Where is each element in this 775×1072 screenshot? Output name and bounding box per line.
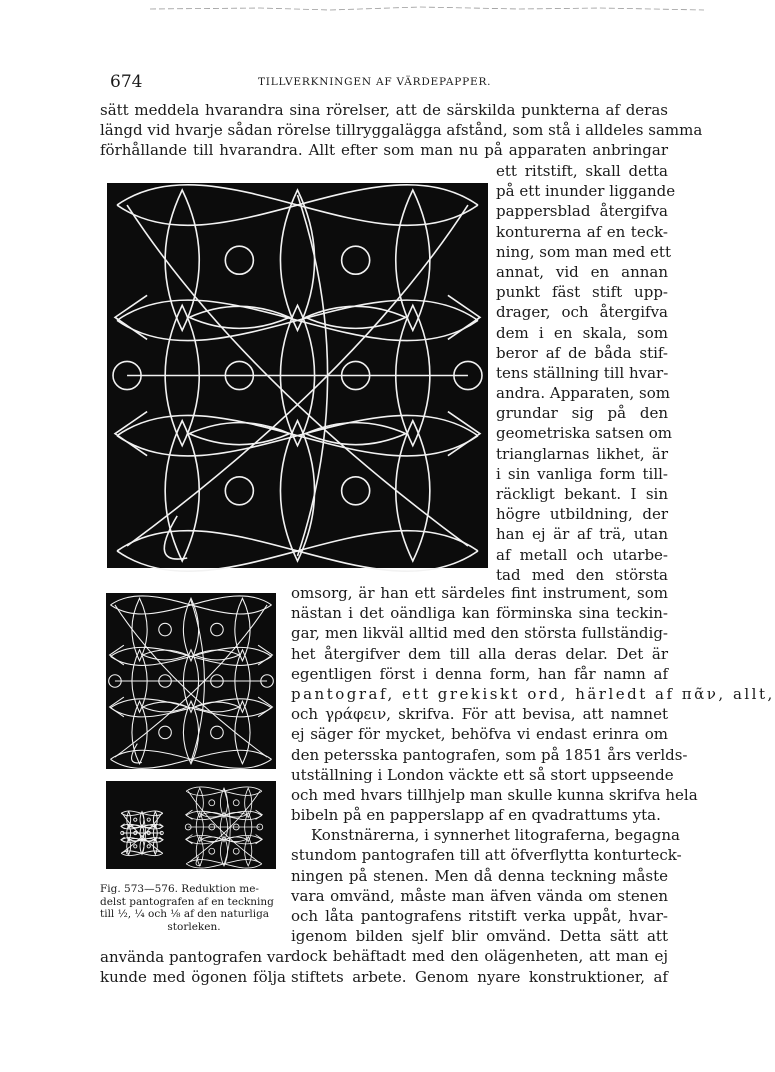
text-line: gar, men likväl alltid med den största fullständig- xyxy=(291,624,668,643)
text-line: och med hvars tillhjelp man skulle kunna skrifva hela xyxy=(291,785,698,804)
junction-circle xyxy=(159,623,172,636)
text-line: igenom bilden sjelf blir omvänd. Detta sätt att xyxy=(291,927,668,946)
text-line: drager, och återgifva xyxy=(496,303,668,322)
text-line: pantograf, ett grekiskt ord, härledt af πᾶν, allt, xyxy=(291,684,775,703)
text-line: af metall och utarbe- xyxy=(496,545,668,564)
text-line: ningen på stenen. Men då denna teckning måste xyxy=(291,866,668,885)
text-line: på ett inunder liggande xyxy=(496,182,676,201)
text-line: bibeln på en papperslapp af en qvadrattums yta. xyxy=(291,806,661,825)
text-line: vara omvänd, måste man äfven vända om stenen xyxy=(291,886,668,905)
lens-shape xyxy=(132,598,147,661)
text-line: sätt meddela hvarandra sina rörelser, att de särskilda punkterna af deras xyxy=(100,101,668,119)
text-line: annat, vid en annan xyxy=(496,262,668,281)
interlace-arc xyxy=(117,531,478,572)
right-column-lower xyxy=(291,583,775,987)
lens-shape xyxy=(132,701,147,764)
text-line: egentligen först i denna form, han får namn af xyxy=(291,664,668,683)
text-line: Konstnärerna, i synnerhet litograferna, begagna xyxy=(311,826,680,845)
text-line: den petersska pantografen, som på 1851 års verlds- xyxy=(291,745,688,764)
lens-shape xyxy=(143,650,188,660)
junction-circle xyxy=(225,477,253,505)
left-column-bottom xyxy=(100,947,292,987)
text-line: räckligt bekant. I sin xyxy=(496,485,668,503)
pattern-drawing-tiny xyxy=(120,811,164,855)
right-column-upper xyxy=(496,161,676,585)
text-line: trianglarnas likhet, är xyxy=(496,444,668,463)
junction-circle xyxy=(211,623,224,636)
pattern-drawing xyxy=(106,593,276,769)
junction-circle xyxy=(209,800,215,806)
full-width-text xyxy=(100,100,703,161)
caption-line: delst pantografen af en teckning xyxy=(100,895,274,908)
junction-circle xyxy=(134,818,137,821)
text-line: ning, som man med ett xyxy=(496,242,671,261)
lens-shape xyxy=(306,306,406,328)
lens-shape xyxy=(396,421,430,561)
pattern-drawing xyxy=(107,183,488,568)
text-line: i sin vanliga form till- xyxy=(496,464,668,483)
junction-circle xyxy=(147,818,150,821)
junction-circle xyxy=(209,848,215,854)
lens-shape xyxy=(235,598,250,661)
junction-circle xyxy=(342,477,370,505)
caption-line: Fig. 573—576. Reduktion me- xyxy=(100,883,259,895)
junction-circle xyxy=(147,845,150,848)
interlace-arc xyxy=(110,750,271,768)
junction-circle xyxy=(211,726,224,739)
lens-shape xyxy=(396,190,430,330)
running-title: TILLVERKNINGEN AF VÄRDEPAPPER. xyxy=(258,76,492,88)
lens-shape xyxy=(280,190,314,330)
text-line: geometriska satsen om xyxy=(496,424,673,443)
junction-circle xyxy=(342,246,370,274)
caption-line: till ½, ¼ och ⅛ af den naturliga xyxy=(100,908,270,920)
figure-caption xyxy=(100,883,288,933)
junction-circle xyxy=(134,845,137,848)
text-line: stiftets arbete. Genom nyare konstruktioner, af xyxy=(291,967,668,986)
lens-shape xyxy=(195,650,240,660)
text-line: beror af de båda stif- xyxy=(496,343,668,362)
text-line: högre utbildning, der xyxy=(496,505,668,524)
lens-shape xyxy=(165,421,199,561)
junction-circle xyxy=(159,726,172,739)
lens-shape xyxy=(183,598,198,661)
text-line: förhållande till hvarandra. Allt efter som man nu på apparaten anbringar xyxy=(100,141,668,160)
text-line: stundom pantografen till att öfverflytta konturteck- xyxy=(291,846,682,865)
text-line: ett ritstift, skall detta xyxy=(496,162,668,180)
text-line: andra. Apparaten, som xyxy=(496,384,671,403)
figure-medium xyxy=(106,593,276,769)
text-line: han ej är af trä, utan xyxy=(496,525,668,544)
lens-shape xyxy=(165,190,199,330)
text-line: längd vid hvarje sådan rörelse tillryggalägga afstånd, som stå i alldeles samma xyxy=(100,121,703,140)
lens-shape xyxy=(280,421,314,561)
text-line: omsorg, är han ett särdeles fint instrument, som xyxy=(291,584,668,602)
text-line: nästan i det oändliga kan förminska sina teckin- xyxy=(291,604,668,623)
text-line: konturerna af en teck- xyxy=(496,222,668,241)
text-line: tad med den största xyxy=(496,565,668,584)
figure-large xyxy=(107,183,488,568)
text-line: använda pantografen var xyxy=(100,948,292,966)
text-line: kunde med ögonen följa xyxy=(100,968,286,987)
lens-shape xyxy=(235,701,250,764)
text-line: ej säger för mycket, behöfva vi endast erinra om xyxy=(291,725,668,744)
junction-circle xyxy=(233,800,239,806)
text-line: grundar sig på den xyxy=(496,404,668,423)
text-line: tens ställning till hvar- xyxy=(496,363,669,382)
junction-circle xyxy=(233,848,239,854)
text-line: dem i en skala, som xyxy=(496,323,668,342)
text-line: het återgifver dem till alla deras delar. Det är xyxy=(291,644,668,663)
text-line: utställning i London väckte ett så stort uppseende xyxy=(291,765,674,784)
figure-small xyxy=(106,781,276,869)
text-line: och låta pantografens ritstift verka uppåt, hvar- xyxy=(291,907,668,925)
text-line: och γράφειν, skrifva. För att bevisa, att namnet xyxy=(291,705,668,724)
page-number: 674 xyxy=(110,72,143,92)
lens-shape xyxy=(189,306,289,328)
torn-paper-edge xyxy=(0,0,704,14)
pattern-drawing-small xyxy=(182,787,266,867)
text-line: punkt fäst stift upp- xyxy=(496,283,668,302)
junction-circle xyxy=(225,246,253,274)
caption-line: storleken. xyxy=(167,920,221,933)
text-line: dock behäftadt med den olägenheten, att man ej xyxy=(291,947,668,966)
text-line: pappersblad återgifva xyxy=(496,202,668,221)
curl-stroke xyxy=(164,516,187,559)
lens-shape xyxy=(183,701,198,764)
